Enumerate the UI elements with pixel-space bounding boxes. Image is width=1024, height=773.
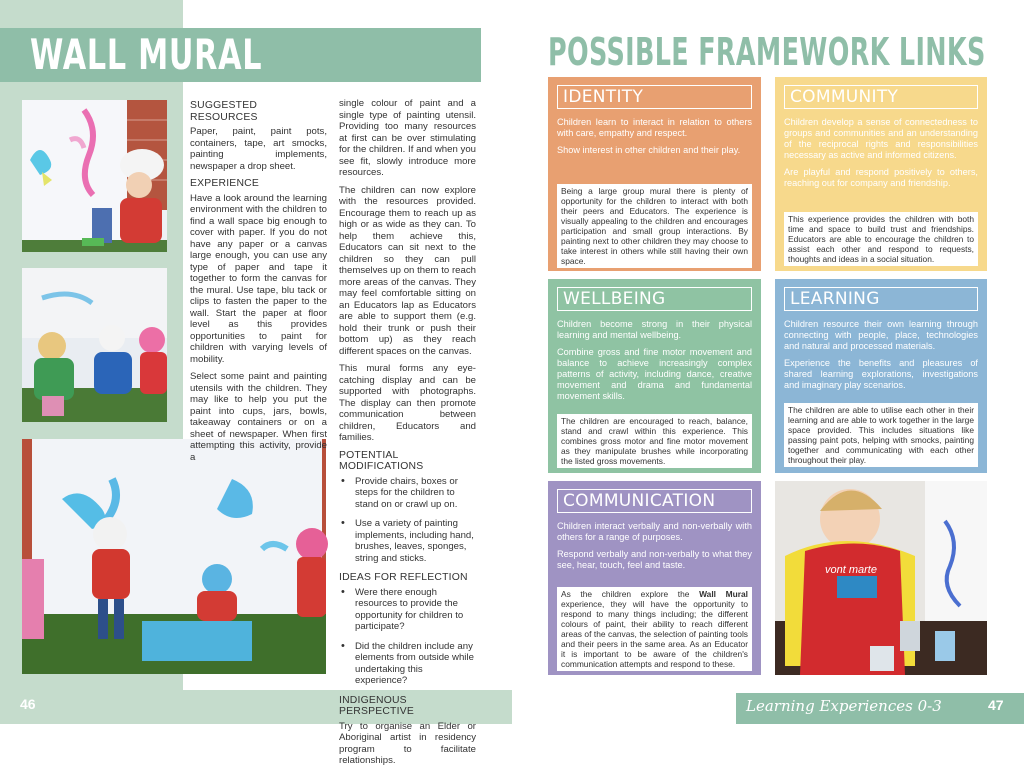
communication-heading: COMMUNICATION — [557, 489, 752, 513]
page-title: WALL MURAL — [30, 30, 263, 79]
heading-ideas-for-reflection: IDEAS FOR REFLECTION — [339, 572, 468, 583]
experience-paragraph-1: Have a look around the learning environment with the children to find a wall space big enough to cover with paper. If you do not have any paper or a canvas large enough, you can use any type of paper and tape it together to form the canvas for the mural. Use tape, blu tack or clips to fasten the paper to the wall. Start the paper at floor level as this provides opportunities to paint for children with varying levels of mobility. — [190, 192, 327, 365]
list-item: • Provide chairs, boxes or steps for the children to stand on or crawl up on. — [339, 476, 476, 511]
wellbeing-box — [548, 279, 761, 473]
list-item: • Were there enough resources to provide the opportunity for children to participate? — [339, 587, 476, 633]
photo-children-at-mural — [22, 268, 167, 422]
heading-potential-modifications: POTENTIAL MODIFICATIONS — [339, 449, 424, 472]
heading-suggested-resources: SUGGESTED RESOURCES — [190, 100, 258, 123]
learning-heading: LEARNING — [784, 287, 978, 311]
footer-title: Learning Experiences 0-3 — [746, 697, 942, 715]
communication-box — [548, 481, 761, 675]
learning-indicator: Experience the benefits and pleasures of shared learning explorations, investigations and imaginary play scenarios. — [784, 358, 978, 390]
learning-text — [784, 319, 978, 391]
modifications-list — [339, 476, 476, 565]
smock-text: vont marte — [825, 564, 877, 576]
learning-box — [775, 279, 987, 473]
learning-note: The children are able to utilise each other in their learning and are able to work together in the large space provided. This includes situations like passing paint pots, helping with smocks, painting together and communicating with each other throughout their play. — [784, 403, 978, 467]
wellbeing-note: The children are encouraged to reach, balance, stand and crawl within this experience. This combines gross motor and fine motor movement as they manipulate brushes while incorporating the listed gross movements. — [557, 414, 752, 468]
communication-outcome: Children interact verbally and non-verbally with others for a range of purposes. — [557, 521, 752, 542]
identity-text — [557, 117, 752, 156]
heading-experience: EXPERIENCE — [190, 178, 259, 189]
reflection-list — [339, 587, 476, 687]
page-number-left: 46 — [20, 696, 36, 712]
communication-note: As the children explore the Wall Mural experience, they will have the opportunity to respond to many things including; the different colours of paint, their ability to reach different areas of the canvas, the selection of painting tools and their peers in the same area. As an Educator it is important to be aware of the children's communication attempts and respond to these. — [557, 587, 752, 671]
community-outcome: Children develop a sense of connectedness to groups and communities and an understanding of the reciprocal rights and responsibilities necessary as active and informed citizens. — [784, 117, 978, 160]
wellbeing-indicator: Combine gross and fine motor movement and balance to achieve increasingly complex patterns of activity, including dance, creative movement and drama and fundamental movement skills. — [557, 347, 752, 401]
identity-heading: IDENTITY — [557, 85, 752, 109]
resources-text: Paper, paint, paint pots, containers, tape, art smocks, painting implements, newspaper a drop sheet. — [190, 126, 327, 172]
community-indicator: Are playful and respond positively to others, reaching out for company and friendship. — [784, 167, 978, 188]
photo-child-painting — [22, 100, 167, 252]
framework-title: POSSIBLE FRAMEWORK LINKS — [548, 30, 986, 74]
community-box — [775, 77, 987, 271]
experience-paragraph-2: Select some paint and painting utensils with the children. They may like to help you put the paint into cups, jars, bowls, takeaway containers or on a sheet of newspaper. When first attempting this activity, provide a — [190, 371, 327, 463]
communication-text — [557, 521, 752, 571]
learning-outcome: Children resource their own learning through connecting with people, place, technologies and natural and processed materials. — [784, 319, 978, 351]
community-text — [784, 117, 978, 189]
left-column-1 — [190, 98, 327, 469]
experience-paragraph-4: The children can now explore with the resources provided. Encourage them to reach up as high or as wide as they can. To help them achieve this, Educators can sit next to the children so they can pull themselves up on them to reach more areas of the canvas. They may feel comfortable sitting on an Educators lap as Educators are able to support them (e.g. hold their trunk or push their bottom up) as they reach different spaces on the canvas. — [339, 184, 476, 357]
experience-paragraph-3: single colour of paint and a single type of painting utensil. Providing too many resources at first can be over stimulating for the children. If and when you see fit, slowly introduce more resources. — [339, 98, 476, 178]
community-note: This experience provides the children with both time and space to build trust and friendships. Educators are able to encourage the children to assist each other and respond to requests, thoughts and ideas in a social situation. — [784, 212, 978, 266]
indigenous-text: Try to organise an Elder or Aboriginal artist in residency program to facilitate relationships. — [339, 720, 476, 766]
wellbeing-outcome: Children become strong in their physical learning and mental wellbeing. — [557, 319, 752, 340]
identity-box — [548, 77, 761, 271]
experience-paragraph-5: This mural forms any eye-catching display and can be supported with photographs. The display can then promote communication between children, Educators and families. — [339, 363, 476, 443]
community-heading: COMMUNITY — [784, 85, 978, 109]
communication-indicator: Respond verbally and non-verbally to what they see, hear, touch, feel and taste. — [557, 549, 752, 570]
heading-indigenous-perspective: INDIGENOUS PERSPECTIVE — [339, 694, 414, 717]
identity-note: Being a large group mural there is plenty of opportunity for the children to interact with both their peers and Educators. The experience is visually appealing to the children and encourages participation and small group interactions. By painting next to other children they may choose to take interest in others while still having their own space. — [557, 184, 752, 268]
list-item: • Use a variety of painting implements, including hand, brushes, leaves, sponges, string and sticks. — [339, 518, 476, 564]
photo-outdoor-mural — [22, 439, 326, 674]
page-number-right: 47 — [988, 697, 1004, 713]
wellbeing-heading: WELLBEING — [557, 287, 752, 311]
list-item: • Did the children include any elements from outside while undertaking this experience? — [339, 641, 476, 687]
wellbeing-text — [557, 319, 752, 402]
wall-mural-bold: Wall Mural — [699, 589, 748, 599]
identity-outcome: Children learn to interact in relation to others with care, empathy and respect. — [557, 117, 752, 138]
photo-toddler-painting — [775, 481, 987, 675]
identity-indicator: Show interest in other children and their play. — [557, 145, 741, 155]
left-column-2 — [339, 98, 476, 773]
